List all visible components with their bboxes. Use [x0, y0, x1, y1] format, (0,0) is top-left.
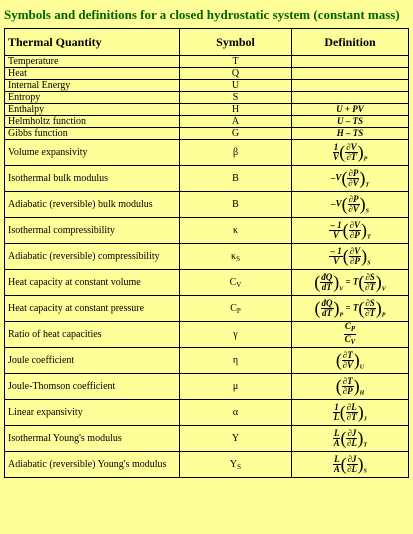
symbol-cell: U [180, 80, 292, 92]
table-row [5, 244, 409, 270]
table-row [5, 140, 409, 166]
symbol-cell: κ [180, 218, 292, 244]
quantity-cell: Adiabatic (reversible) compressibility [5, 244, 180, 270]
symbol-cell: μ [180, 374, 292, 400]
quantity-cell: Enthalpy [5, 104, 180, 116]
partial-derivative: $\frac{\partial J}{\partial L}$ [347, 454, 358, 474]
heat-fraction: $\frac{đQ}{dT}$ [321, 298, 333, 318]
quantity-cell: Internal Energy [5, 80, 180, 92]
prefix-fraction: $\frac{L}{A}$ [333, 428, 340, 448]
definitions-table [4, 28, 409, 478]
symbol-cell: $C_V$ [180, 270, 292, 296]
partial-derivative: $\frac{\partial V}{\partial P}$ [349, 220, 361, 240]
symbol-cell: η [180, 348, 292, 374]
table-row [5, 296, 409, 322]
table-header-row [5, 29, 409, 56]
symbol-cell: γ [180, 322, 292, 348]
symbol-cell: H [180, 104, 292, 116]
prefix-fraction: $\frac{- 1}{V}$ [330, 246, 342, 266]
quantity-cell: Helmholtz function [5, 116, 180, 128]
symbol-cell: $C_P$ [180, 296, 292, 322]
quantity-cell: Linear expansivity [5, 400, 180, 426]
symbol-cell: G [180, 128, 292, 140]
partial-derivative: $\frac{\partial P}{\partial V}$ [348, 194, 359, 214]
partial-derivative: $\frac{\partial L}{\partial T}$ [346, 402, 357, 422]
table-row [5, 116, 409, 128]
table-row [5, 426, 409, 452]
partial-derivative: $\frac{\partial S}{\partial T}$ [365, 272, 376, 292]
definition-cell: $\frac{L}{A}$ ( $\frac{\partial J}{\partial L}$ )$_S$ [292, 452, 409, 478]
definition-cell: $\frac{L}{A}$ ( $\frac{\partial J}{\partial L}$ )$_T$ [292, 426, 409, 452]
table-row [5, 128, 409, 140]
definition-cell [292, 56, 409, 68]
table-row [5, 348, 409, 374]
table-row [5, 104, 409, 116]
partial-derivative: $\frac{\partial J}{\partial L}$ [346, 428, 357, 448]
definition-cell: ( $\frac{đQ}{dT}$ )$_V = T$( $\frac{\partial S}{\partial T}$ )$_V$ [292, 270, 409, 296]
header-symbol: Symbol [180, 29, 292, 56]
definition-cell: ( $\frac{đQ}{dT}$ )$_P = T$( $\frac{\partial S}{\partial T}$ )$_P$ [292, 296, 409, 322]
definition-cell: H – TS [292, 128, 409, 140]
quantity-cell: Joule coefficient [5, 348, 180, 374]
symbol-cell: A [180, 116, 292, 128]
quantity-cell: Heat [5, 68, 180, 80]
quantity-cell: Entropy [5, 92, 180, 104]
prefix-fraction: $\frac{1}{L}$ [333, 402, 340, 422]
definition-cell: ( $\frac{\partial T}{\partial P}$ )$_H$ [292, 374, 409, 400]
definition-cell [292, 80, 409, 92]
table-row [5, 218, 409, 244]
quantity-cell: Adiabatic (reversible) Young's modulus [5, 452, 180, 478]
table-row [5, 452, 409, 478]
ratio-fraction: $\frac{C_P}{C_V}$ [344, 321, 356, 346]
quantity-cell: Isothermal Young's modulus [5, 426, 180, 452]
symbol-cell: B [180, 166, 292, 192]
partial-derivative: $\frac{\partial T}{\partial P}$ [342, 376, 353, 396]
definition-cell: –V( $\frac{\partial P}{\partial V}$ )$_S$ [292, 192, 409, 218]
prefix-fraction: $\frac{1}{V}$ [332, 142, 339, 162]
symbol-cell: $Y_S$ [180, 452, 292, 478]
symbol-cell: α [180, 400, 292, 426]
table-row [5, 68, 409, 80]
quantity-cell: Volume expansivity [5, 140, 180, 166]
quantity-cell: Adiabatic (reversible) bulk modulus [5, 192, 180, 218]
table-row [5, 322, 409, 348]
document-title: Symbols and definitions for a closed hydrostatic system (constant mass) [4, 7, 400, 22]
definition-cell [292, 68, 409, 80]
table-row [5, 192, 409, 218]
partial-derivative: $\frac{\partial S}{\partial T}$ [365, 298, 376, 318]
quantity-cell: Heat capacity at constant volume [5, 270, 180, 296]
symbol-cell: $\kappa_S$ [180, 244, 292, 270]
prefix-fraction: $\frac{L}{A}$ [333, 454, 340, 474]
symbol-cell: B [180, 192, 292, 218]
table-row [5, 56, 409, 68]
symbol-cell: S [180, 92, 292, 104]
definition-cell: $\frac{1}{L}$ ( $\frac{\partial L}{\partial T}$ )$_J$ [292, 400, 409, 426]
quantity-cell: Gibbs function [5, 128, 180, 140]
definition-cell: $\frac{- 1}{V}$ ( $\frac{\partial V}{\partial P}$ )$_S$ [292, 244, 409, 270]
header-thermal-quantity: Thermal Quantity [5, 29, 180, 56]
symbol-cell: Q [180, 68, 292, 80]
definition-cell [292, 322, 409, 348]
definition-cell: –V( $\frac{\partial P}{\partial V}$ )$_T$ [292, 166, 409, 192]
quantity-cell: Heat capacity at constant pressure [5, 296, 180, 322]
partial-derivative: $\frac{\partial V}{\partial T}$ [346, 142, 357, 162]
quantity-cell: Isothermal bulk modulus [5, 166, 180, 192]
table-row [5, 270, 409, 296]
header-definition: Definition [292, 29, 409, 56]
definition-cell: $\frac{1}{V}$ ( $\frac{\partial V}{\partial T}$ )$_P$ [292, 140, 409, 166]
prefix-fraction: $\frac{- 1}{V}$ [330, 220, 342, 240]
symbol-cell: T [180, 56, 292, 68]
heat-fraction: $\frac{đQ}{dT}$ [321, 272, 333, 292]
definition-cell: ( $\frac{\partial T}{\partial V}$ )$_U$ [292, 348, 409, 374]
symbol-cell: Y [180, 426, 292, 452]
partial-derivative: $\frac{\partial P}{\partial V}$ [348, 168, 359, 188]
definition-cell [292, 92, 409, 104]
partial-derivative: $\frac{\partial V}{\partial P}$ [349, 246, 361, 266]
definition-cell: U – TS [292, 116, 409, 128]
definition-cell: $\frac{- 1}{V}$ ( $\frac{\partial V}{\partial P}$ )$_T$ [292, 218, 409, 244]
quantity-cell: Isothermal compressibility [5, 218, 180, 244]
table-row [5, 92, 409, 104]
table-row [5, 166, 409, 192]
symbol-cell: β [180, 140, 292, 166]
quantity-cell: Temperature [5, 56, 180, 68]
partial-derivative: $\frac{\partial T}{\partial V}$ [342, 350, 354, 370]
table-row [5, 400, 409, 426]
quantity-cell: Ratio of heat capacities [5, 322, 180, 348]
table-row [5, 80, 409, 92]
table-body [5, 56, 409, 478]
table-row [5, 374, 409, 400]
quantity-cell: Joule-Thomson coefficient [5, 374, 180, 400]
definition-cell: U + PV [292, 104, 409, 116]
